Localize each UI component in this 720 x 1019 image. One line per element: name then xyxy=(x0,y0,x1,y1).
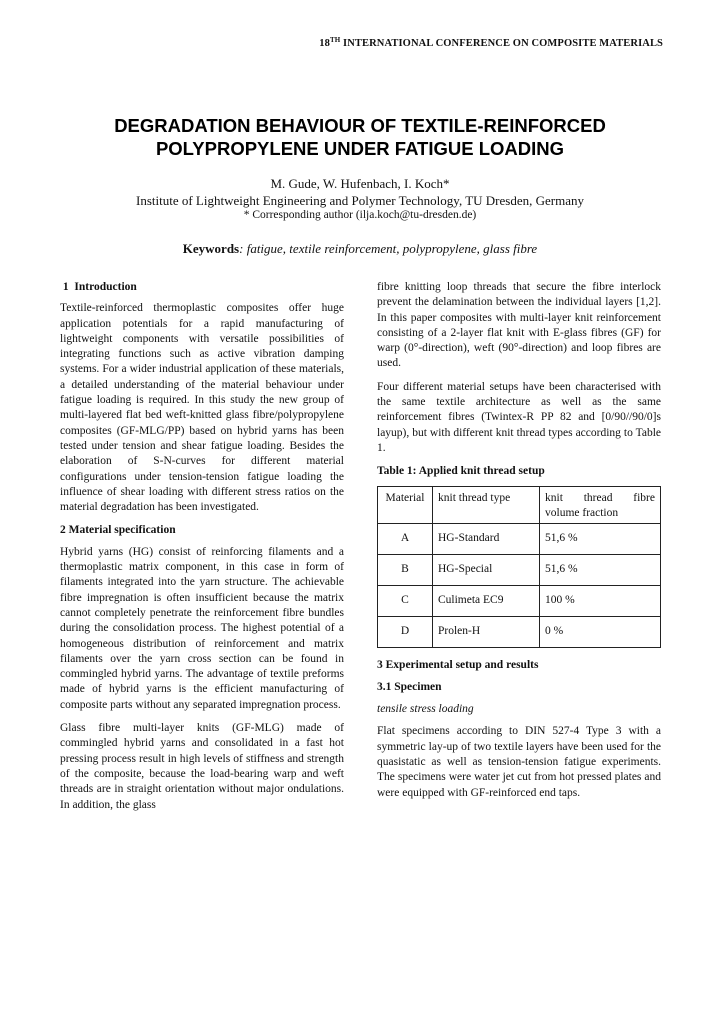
subsection-heading-specimen: 3.1 Specimen xyxy=(377,680,442,693)
conference-header xyxy=(319,38,663,49)
table-cell: A xyxy=(378,523,433,554)
material-paragraph-2: Glass fibre multi-layer knits (GF-MLG) made of commingled hybrid yarns and consolidated in a fast hot pressing process result in high levels of stiffness and strength of the composite, because the load-bearing warp and weft threads are in straight orientation without major ondulations. In addition, the glass xyxy=(60,722,344,811)
table-header-cell: knit thread type xyxy=(433,486,540,523)
table-cell: 51,6 % xyxy=(540,523,661,554)
table-cell: 51,6 % xyxy=(540,554,661,585)
specimen-paragraph: Flat specimens according to DIN 527-4 Type 3 with a symmetric lay-up of two textile layers have been used for the quasistatic as well as tension-tension fatigue experiments. The specimens were water jet cut from hot pressed plates and were equipped with GF-reinforced end taps. xyxy=(377,725,661,799)
table-cell: B xyxy=(378,554,433,585)
table-cell: D xyxy=(378,616,433,647)
section-heading-material: 2 Material specification xyxy=(60,524,176,537)
keywords-text: : fatigue, textile reinforcement, polypropylene, glass fibre xyxy=(239,241,538,256)
table-cell: HG-Standard xyxy=(433,523,540,554)
table-cell: 100 % xyxy=(540,585,661,616)
knit-paragraph: fibre knitting loop threads that secure the fibre interlock prevent the delamination between the individual layers [1,2]. In this paper composites with multi-layer knit reinforcement consisting of a 2-layer flat knit with E-glass fibres (GF) for warp (0°-direction), weft (90°-direction) and loop fibres are used. xyxy=(377,281,661,370)
corresponding-author: * Corresponding author (ilja.koch@tu-dresden.de) xyxy=(243,209,477,221)
conference-name: INTERNATIONAL CONFERENCE ON COMPOSITE MATERIALS xyxy=(340,38,663,49)
table-row xyxy=(378,585,661,616)
knit-thread-table xyxy=(377,486,661,648)
table-row xyxy=(378,523,661,554)
title-line-2: POLYPROPYLENE UNDER FATIGUE LOADING xyxy=(155,138,565,159)
section-heading-introduction: 1 Introduction xyxy=(60,281,137,293)
table-header-cell: Material xyxy=(378,486,433,523)
paper-title xyxy=(0,114,720,160)
table-cell: C xyxy=(378,585,433,616)
table-cell: Prolen-H xyxy=(433,616,540,647)
intro-paragraph: Textile-reinforced thermoplastic composites offer huge application potentials for a rapid manufacturing of lightweight components with versatile possibilities of integrating functions such as active vibration damping systems. For a wider industrial application of these materials, a detailed understanding of the material behaviour under fatigue loading is required. In this study the new group of multi-layered flat bed weft-knitted glass fibre/polypropylene composites (GF-MLG/PP) based on hybrid yarns has been tested under tension and shear fatigue loading. Besides the elaboration of S-N-curves for different material configurations under tension-tension fatigue loading the influence of shear loading with different stress ratios on the material degradation has been investigated. xyxy=(60,302,344,514)
title-line-1: DEGRADATION BEHAVIOUR OF TEXTILE-REINFORCED xyxy=(114,115,606,136)
tensile-loading-label: tensile stress loading xyxy=(377,703,474,716)
left-column xyxy=(60,280,344,821)
table-header-row xyxy=(378,486,661,523)
table-cell: HG-Special xyxy=(433,554,540,585)
keywords-label: Keywords xyxy=(182,241,240,256)
conference-number-suffix: TH xyxy=(330,36,341,44)
table-cell: 0 % xyxy=(540,616,661,647)
table-caption: Table 1: Applied knit thread setup xyxy=(377,465,545,478)
affiliation: Institute of Lightweight Engineering and Polymer Technology, TU Dresden, Germany xyxy=(136,193,584,208)
table-row xyxy=(378,616,661,647)
keywords xyxy=(0,241,720,257)
section-heading-experimental: 3 Experimental setup and results xyxy=(377,658,539,671)
right-column xyxy=(377,280,661,809)
table-row xyxy=(378,554,661,585)
table-cell: Culimeta EC9 xyxy=(433,585,540,616)
material-paragraph-1: Hybrid yarns (HG) consist of reinforcing filaments and a thermoplastic matrix component, in this case in form of filaments integrated into the yarn structure. The achievable fibre impregnation is often insufficient because the matrix cannot completely penetrate the reinforcement fibre bundles during the consolidation process. The highest potential of a homogeneous distribution of reinforcement and matrix filaments over the yarn cross section can be found in commingled hybrid yarns. The advantage of textile preforms made of hybrid yarns is the efficient manufacturing of composite parts without any separated impregnation process. xyxy=(60,545,344,711)
authors: M. Gude, W. Hufenbach, I. Koch* xyxy=(270,176,450,191)
setup-paragraph: Four different material setups have been characterised with the same textile architecture as well as the same reinforcement fibres (Twintex-R PP 82 and [0/90//90/0]s layup), but with different knit thread types according to Table 1. xyxy=(377,380,661,454)
table-header-cell: knit thread fibre volume fraction xyxy=(540,486,661,523)
conference-number: 18 xyxy=(319,38,330,49)
